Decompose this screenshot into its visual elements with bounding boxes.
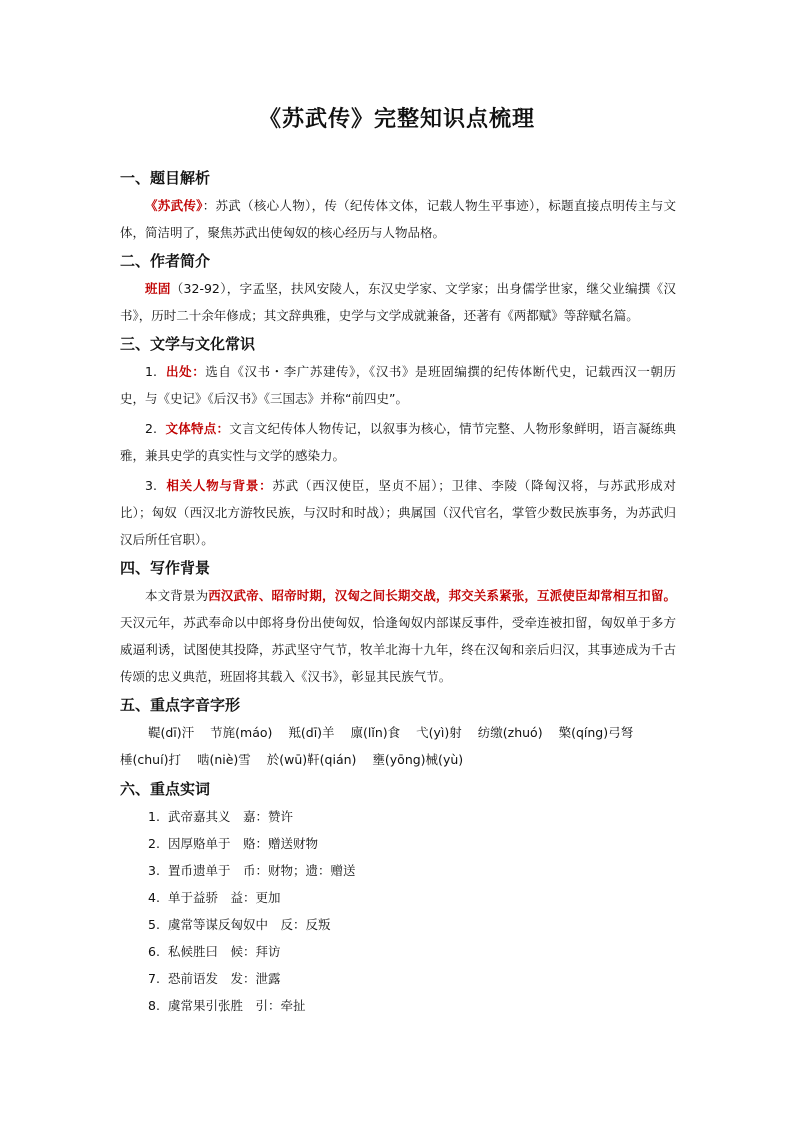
paragraph-text: 天汉元年，苏武奉命以中郎将身份出使匈奴，恰逢匈奴内部谋反事件，受牵连被扣留，匈奴单于多方威逼利诱，试图使其投降，苏武坚守气节，牧羊北海十九年，终在汉匈和亲后归汉，其事迹成为千古传颂的忠义典范，班固将其载入《汉书》，彰显其民族气节。: [120, 615, 676, 684]
paragraph-text: 本文背景为: [145, 588, 209, 603]
item-number: 7.: [148, 971, 160, 986]
paragraph-text: 苏武（西汉使臣，坚贞不屈）；卫律、李陵（降匈汉将，与苏武形成对比）；匈奴（西汉北方游牧民族，与汉时和时战）；典属国（汉代官名，掌管少数民族事务，为苏武归汉后所任官职）。: [120, 478, 676, 547]
pronunciation-row-1: [120, 719, 676, 746]
pronunciation-item: 纺缴(zhuó): [477, 725, 543, 740]
pronunciation-item: 鞮(dī)汗: [148, 725, 195, 740]
item-text: 虞常等谋反匈奴中 反：反叛: [168, 917, 331, 932]
list-item: [120, 884, 676, 911]
document-body: [120, 166, 676, 1021]
list-item: [120, 857, 676, 884]
item-number: 8.: [148, 998, 160, 1013]
list-item: [120, 965, 676, 992]
item-number: 5.: [148, 917, 160, 932]
highlight-text: 《苏武传》: [145, 198, 203, 213]
key-words-list: [120, 803, 676, 1019]
paragraph-text: ：苏武（核心人物），传（纪传体文体，记载人物生平事迹），标题直接点明传主与文体，简洁明了，聚焦苏武出使匈奴的核心经历与人物品格。: [120, 198, 676, 240]
title-analysis-paragraph: [120, 192, 676, 246]
item-text: 恐前语发 发：泄露: [168, 971, 281, 986]
pronunciation-item: 弋(yì)射: [416, 725, 462, 740]
section-heading-literary-knowledge: 三、文学与文化常识: [120, 335, 256, 353]
knowledge-item-1: [120, 358, 676, 412]
highlight-text: 相关人物与背景：: [166, 478, 273, 493]
pronunciation-item: 壅(yōng)械(yù): [372, 752, 464, 767]
highlight-text: 班固: [145, 281, 171, 296]
pronunciation-item: 啮(niè)雪: [196, 752, 251, 767]
pronunciation-row-2: [120, 746, 676, 773]
pronunciation-item: 廪(lǐn)食: [350, 725, 401, 740]
highlight-text: 文体特点：: [165, 421, 230, 436]
item-number: 1.: [145, 364, 157, 379]
item-text: 武帝嘉其义 嘉：赞许: [168, 809, 294, 824]
pronunciation-item: 於(wū)靬(qián): [266, 752, 357, 767]
pronunciation-item: 节旄(máo): [210, 725, 273, 740]
item-number: 2.: [148, 836, 160, 851]
author-paragraph: [120, 275, 676, 329]
item-number: 6.: [148, 944, 160, 959]
background-paragraph: [120, 582, 676, 690]
paragraph-text: 文言文纪传体人物传记，以叙事为核心，情节完整、人物形象鲜明，语言凝练典雅，兼具史学的真实性与文学的感染力。: [120, 421, 676, 463]
highlight-text: 西汉武帝、昭帝时期，汉匈之间长期交战，邦交关系紧张，互派使臣却常相互扣留。: [208, 588, 676, 603]
knowledge-item-2: [120, 415, 676, 469]
item-number: 2.: [145, 421, 157, 436]
paragraph-text: 选自《汉书・李广苏建传》，《汉书》是班固编撰的纪传体断代史，记载西汉一朝历史，与《史记》《后汉书》《三国志》并称“前四史”。: [120, 364, 676, 406]
item-text: 因厚赂单于 赂：赠送财物: [168, 836, 319, 851]
section-heading-key-words: 六、重点实词: [120, 780, 211, 798]
pronunciation-item: 羝(dī)羊: [288, 725, 335, 740]
page-title: 《苏武传》完整知识点梳理: [258, 107, 535, 132]
item-text: 私候胜曰 候：拜访: [168, 944, 281, 959]
pronunciation-item: 棰(chuí)打: [120, 752, 181, 767]
knowledge-item-3: [120, 472, 676, 553]
section-heading-pronunciation: 五、重点字音字形: [120, 696, 241, 714]
section-heading-title-analysis: 一、题目解析: [120, 169, 211, 187]
paragraph-text: （32-92），字孟坚，扶风安陵人，东汉史学家、文学家；出身儒学世家，继父业编撰《汉书》，历时二十余年修成；其文辞典雅，史学与文学成就兼备，还著有《两都赋》等辞赋名篇。: [120, 281, 676, 323]
list-item: [120, 992, 676, 1019]
item-text: 置币遗单于 币：财物；遗：赠送: [168, 863, 356, 878]
item-number: 1.: [148, 809, 160, 824]
list-item: [120, 938, 676, 965]
item-text: 单于益骄 益：更加: [168, 890, 281, 905]
highlight-text: 出处：: [166, 364, 206, 379]
list-item: [120, 830, 676, 857]
item-number: 3.: [145, 478, 157, 493]
section-heading-author: 二、作者简介: [120, 252, 211, 270]
section-heading-background: 四、写作背景: [120, 559, 211, 577]
list-item: [120, 803, 676, 830]
item-number: 4.: [148, 890, 160, 905]
item-text: 虞常果引张胜 引：牵扯: [168, 998, 306, 1013]
list-item: [120, 911, 676, 938]
item-number: 3.: [148, 863, 160, 878]
pronunciation-item: 檠(qíng)弓弩: [558, 725, 634, 740]
